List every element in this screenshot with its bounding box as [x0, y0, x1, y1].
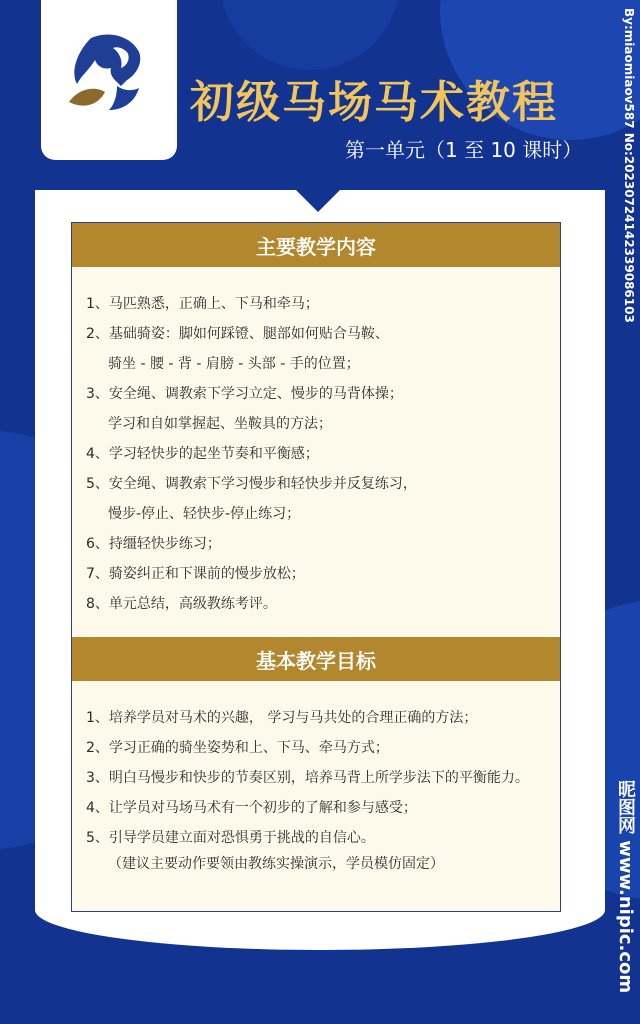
horse-head-logo-icon — [61, 30, 157, 126]
background-circle — [220, 0, 400, 70]
watermark-text: By:miaomiaov587 No:20230724142339086103 — [622, 8, 636, 323]
list-item-continuation: 慢步-停止、轻快步-停止练习； — [108, 506, 301, 522]
section-header-content: 主要教学内容 — [72, 223, 560, 267]
list-item-continuation: 学习和自如掌握起、坐鞍具的方法； — [108, 416, 332, 432]
list-item — [86, 529, 417, 559]
list-item: 3、明白马慢步和快步的节奏区别，培养马背上所学步法下的平衡能力。 — [86, 770, 529, 786]
list-item: 2、学习正确的骑坐姿势和上、下马、牵马方式； — [86, 740, 389, 756]
list-item — [86, 379, 417, 439]
card-notch — [296, 190, 340, 212]
logo-box — [41, 0, 177, 160]
list-item — [86, 589, 417, 619]
list-item: 1、培养学员对马术的兴趣， 学习与马共处的合理正确的方法； — [86, 710, 478, 726]
list-item-text: 7、骑姿纠正和下课前的慢步放松； — [86, 566, 305, 582]
list-item-text: 2、基础骑姿：脚如何踩镫、腿部如何贴合马鞍、 — [86, 326, 389, 342]
content-list — [86, 289, 417, 619]
page-title: 初级马场马术教程 — [190, 77, 558, 128]
list-item: 4、让学员对马场马术有一个初步的了解和参与感受； — [86, 800, 417, 816]
goals-note: （建议主要动作要领由教练实操演示，学员模仿固定） — [108, 856, 444, 872]
list-item-text: 5、安全绳、调教索下学习慢步和轻快步并反复练习， — [86, 476, 417, 492]
list-item — [86, 559, 417, 589]
list-item-text: 4、学习轻快步的起坐节奏和平衡感； — [86, 446, 319, 462]
list-item — [86, 289, 417, 319]
list-item-text: 8、单元总结，高级教练考评。 — [86, 596, 277, 612]
list-item-text: 6、持缰轻快步练习； — [86, 536, 221, 552]
site-watermark: 昵图网 www.nipic.com — [615, 780, 636, 994]
list-item-text: 3、安全绳、调教索下学习立定、慢步的马背体操； — [86, 386, 403, 402]
list-item — [86, 319, 417, 379]
list-item: 5、引导学员建立面对恐惧勇于挑战的自信心。 — [86, 830, 375, 846]
content-panel — [71, 222, 561, 912]
section-header-goals: 基本教学目标 — [72, 637, 560, 681]
goals-list — [86, 703, 529, 853]
list-item-continuation: 骑坐 - 腰 - 背 - 肩膀 - 头部 - 手的位置； — [108, 356, 360, 372]
page-subtitle: 第一单元（1 至 10 课时） — [345, 138, 583, 162]
list-item — [86, 469, 417, 529]
list-item — [86, 439, 417, 469]
list-item-text: 1、马匹熟悉，正确上、下马和牵马； — [86, 296, 319, 312]
